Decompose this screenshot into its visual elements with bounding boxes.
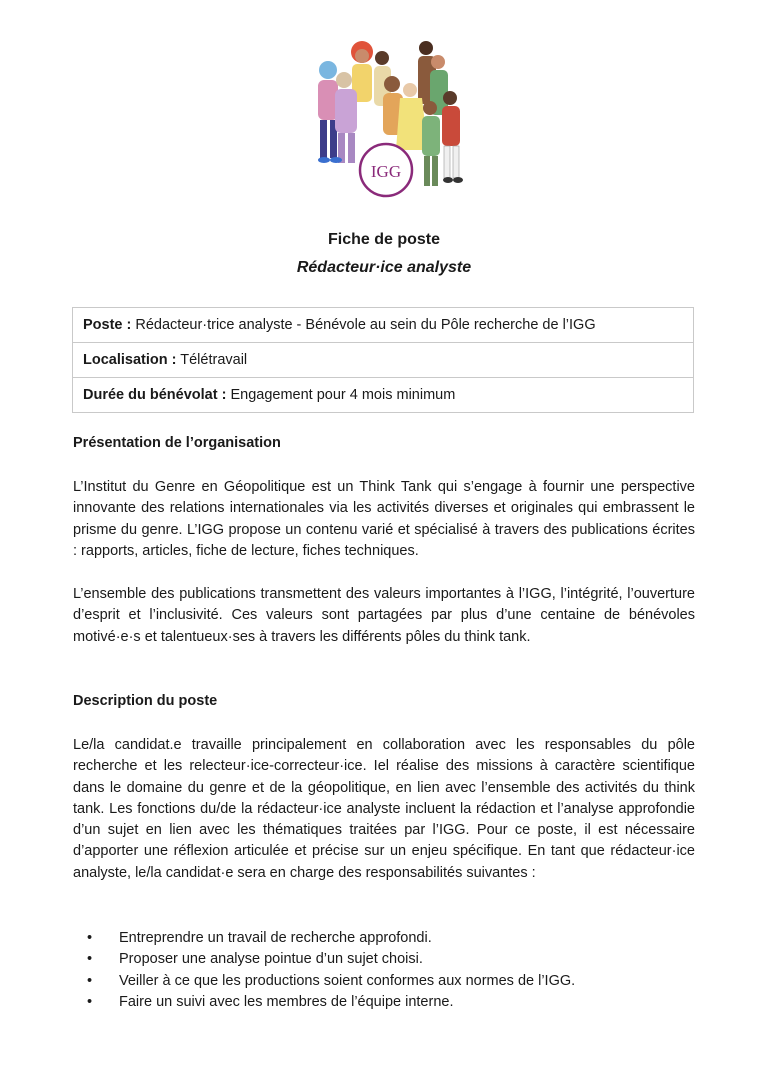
job-info-table: [72, 307, 694, 413]
bullet-icon: •: [87, 930, 93, 946]
list-item: [73, 971, 695, 992]
bullet-icon: •: [87, 951, 93, 968]
presentation-paragraph-1: L’Institut du Genre en Géopolitique est un Think Tank qui s’engage à fournir une perspective innovante des relations internationales via les activités diverses et originales qui embrassent le prisme du genre. L’IGG propose un contenu varié et spécialisé à travers des publications écrites : rapports, articles, fiche de lecture, fiches techniques.: [73, 479, 695, 559]
info-value-duree: Engagement pour 4 mois minimum: [230, 387, 456, 403]
list-item-text: Faire un suivi avec les membres de l’équipe interne.: [119, 993, 454, 1010]
table-row: [73, 308, 694, 343]
info-label-localisation: Localisation :: [83, 352, 177, 368]
page-title: Fiche de poste: [327, 231, 441, 248]
list-item: [73, 949, 695, 970]
list-item-text: Veiller à ce que les productions soient conformes aux normes de l’IGG.: [119, 972, 576, 989]
bullet-icon: •: [87, 972, 93, 989]
section-heading-description: Description du poste: [73, 693, 218, 709]
table-cell: [73, 343, 694, 378]
igg-logo: [280, 38, 480, 208]
description-paragraph: Le/la candidat.e travaille principalement en collaboration avec les responsables du pôle recherche et les relecteur·ice-correcteur·ice. Iel réalise des missions à caractère scientifique dans le domaine du genre et de la géopolitique, en lien avec l’ensemble des activités du think tank. Les fonctions du/de la rédacteur·ice analyste incluent la rédaction et l’analyse approfondie d’un sujet en lien avec les thématiques traitées par l’IGG. Pour ce poste, il est nécessaire d’apporter une réflexion articulée et précise sur un enjeu spécifique. En tant que rédacteur·ice analyste, le/la candidat·e sera en charge des responsabilités suivantes :: [73, 737, 695, 881]
page-subtitle: Rédacteur·ice analyste: [296, 259, 472, 276]
info-value-localisation: Télétravail: [180, 352, 248, 368]
list-item-text: Entreprendre un travail de recherche approfondi.: [119, 930, 432, 946]
list-item: [73, 992, 695, 1013]
table-row: [73, 343, 694, 378]
logo-text: IGG: [370, 162, 402, 181]
info-label-poste: Poste :: [83, 317, 132, 333]
bullet-icon: •: [87, 993, 93, 1010]
table-row: [73, 378, 694, 413]
info-label-duree: Durée du bénévolat :: [83, 387, 227, 403]
table-cell: [73, 378, 694, 413]
info-value-poste: Rédacteur·trice analyste - Bénévole au sein du Pôle recherche de l’IGG: [135, 317, 596, 333]
presentation-paragraph-2: L’ensemble des publications transmettent des valeurs importantes à l’IGG, l’intégrité, l’ouverture d’esprit et l’inclusivité. Ces valeurs sont partagées par plus d’une centaine de bénévoles motivé·e·s et talentueux·ses à travers les différents pôles du think tank.: [73, 586, 695, 645]
list-item-text: Proposer une analyse pointue d’un sujet choisi.: [119, 951, 423, 968]
section-heading-presentation: Présentation de l’organisation: [73, 435, 281, 451]
table-cell: [73, 308, 694, 343]
list-item: [73, 928, 695, 949]
responsibilities-list: [73, 928, 695, 1013]
